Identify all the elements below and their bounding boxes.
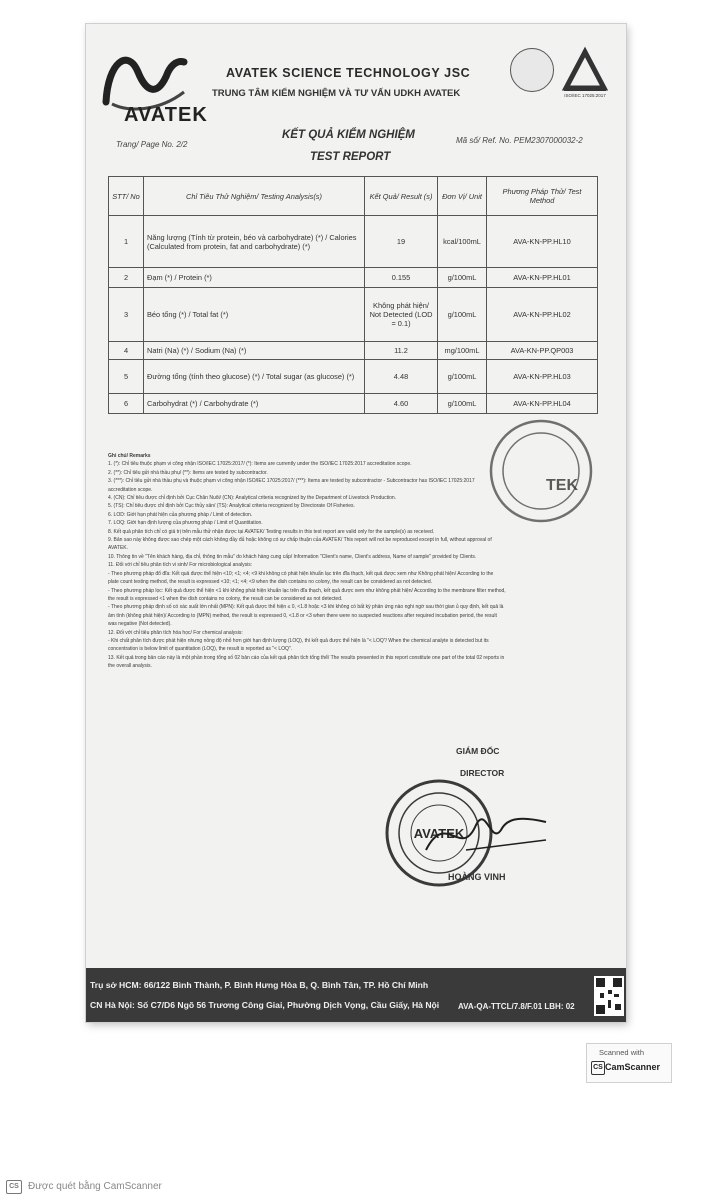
remark-line: concentration is below limit of quantitation (LOQ), the result is reported as "< LOQ". xyxy=(108,646,293,653)
cell-analysis: Năng lượng (Tính từ protein, béo và carbohydrate) (*) / Calories (Calculated from protein, fat and carbohydrate) (*) xyxy=(144,216,365,268)
table-row xyxy=(109,216,598,268)
cell-unit: g/100mL xyxy=(438,360,487,394)
remark-line: AVATEK. xyxy=(108,545,129,552)
test-report-page xyxy=(86,24,626,1022)
results-table xyxy=(108,176,598,414)
remark-line: was negative (Not detected). xyxy=(108,621,172,628)
cell-analysis: Natri (Na) (*) / Sodium (Na) (*) xyxy=(144,342,365,360)
cell-analysis: Carbohydrat (*) / Carbohydrate (*) xyxy=(144,394,365,414)
remark-line: 12. Đối với chỉ tiêu phân tích hóa học/ For chemical analysis: xyxy=(108,629,243,636)
cell-method: AVA-KN-PP.QP003 xyxy=(487,342,598,360)
remark-line: Ghi chú/ Remarks xyxy=(108,453,151,459)
cell-unit: kcal/100mL xyxy=(438,216,487,268)
remark-line: 3. (***): Chỉ tiêu gửi nhà thầu phụ và thuộc phạm vi công nhận ISO/IEC 17025:2017/ (***): Items are tested by subcontractor - Subcontractor has ISO/IEC 17025:2017 xyxy=(108,478,475,485)
remark-line: 11. Đối với chỉ tiêu phân tích vi sinh/ For microbiological analysis: xyxy=(108,562,253,569)
table-row xyxy=(109,288,598,342)
remark-line: the result is expressed <1 when the dish contains no colony, the result can be considered as not detected. xyxy=(108,595,343,602)
cell-analysis: Đạm (*) / Protein (*) xyxy=(144,268,365,288)
remark-line: 6. LOD: Giới hạn phát hiện của phương pháp / Limit of detection. xyxy=(108,511,253,518)
cell-no: 4 xyxy=(109,342,144,360)
cert-label: ISO/IEC 17025:2017 xyxy=(564,93,606,98)
report-title-en: TEST REPORT xyxy=(310,151,391,163)
remark-line: 1. (*): Chỉ tiêu thuộc phạm vi công nhận ISO/IEC 17025:2017/ (*): Items are currently under the ISO/IEC 17025:2017 accreditation scope. xyxy=(108,461,412,468)
form-code: AVA-QA-TTCL/7.8/F.01 LBH: 02 xyxy=(458,1002,575,1011)
cell-result: 4.48 xyxy=(365,360,438,394)
director-name: HOÀNG VINH xyxy=(448,872,506,882)
remark-line: 7. LOQ: Giới hạn định lượng của phương pháp / Limit of Quantitation. xyxy=(108,520,263,527)
center-name: TRUNG TÂM KIỂM NGHIỆM VÀ TƯ VẤN UDKH AVATEK xyxy=(212,88,461,99)
remark-line: 10. Thông tin về "Tên khách hàng, địa chỉ, thông tin mẫu" do khách hàng cung cấp/ Information "Client's name, Client's address, Name of sample" provided by Clients. xyxy=(108,553,477,560)
cell-no: 3 xyxy=(109,288,144,342)
cell-analysis: Béo tổng (*) / Total fat (*) xyxy=(144,288,365,342)
page-number: Trang/ Page No. 2/2 xyxy=(116,140,188,149)
footer-bar xyxy=(86,968,626,1022)
cell-unit: g/100mL xyxy=(438,288,487,342)
remark-line: 2. (**): Chỉ tiêu gửi nhà thầu phụ/ (**): Items are tested by subcontractor. xyxy=(108,469,268,476)
reference-number: Mã số/ Ref. No. PEM2307000032-2 xyxy=(456,136,583,145)
remark-line: accreditation scope. xyxy=(108,486,153,493)
footer-hcm-address: Trụ sở HCM: 66/122 Bình Thành, P. Bình Hưng Hòa B, Q. Bình Tân, TP. Hồ Chí Minh xyxy=(90,980,429,990)
logo-text: AVATEK xyxy=(124,104,208,126)
header-no: STT/ No xyxy=(109,177,144,216)
camscanner-logo-icon: CS xyxy=(591,1061,605,1075)
table-header-row xyxy=(109,177,598,216)
bottom-caption-bar xyxy=(0,1170,727,1200)
remark-line: - Theo phương pháp định số có xác suất lớn nhất (MPN): Kết quả được thể hiện ≤ 0, <1.8 hoặc <3 khi không có bất kỳ phản ứng nào nghi ngờ sau thời gian ủ quy định, kết quả là xyxy=(108,604,504,611)
remark-line: 13. Kết quả trong bản cáo này là một phần trong tổng số 02 bản cáo của kết quả phân tích tổng thể/ The results presented in this report constitute one part of the total 02 reports in xyxy=(108,654,505,661)
remark-line: 4. (CN): Chỉ tiêu được chỉ định bởi Cục Chăn Nuôi/ (CN): Analytical criteria recognized by the Department of Livestock Production. xyxy=(108,495,397,502)
table-row xyxy=(109,268,598,288)
cell-method: AVA-KN-PP.HL02 xyxy=(487,288,598,342)
cell-no: 1 xyxy=(109,216,144,268)
stamp-text: AVATEK xyxy=(413,826,465,841)
svg-text:TEK: TEK xyxy=(546,477,578,494)
cell-result: Không phát hiện/ Not Detected (LOD = 0.1) xyxy=(365,288,438,342)
header-unit: Đơn Vị/ Unit xyxy=(438,177,487,216)
cell-method: AVA-KN-PP.HL10 xyxy=(487,216,598,268)
cell-no: 6 xyxy=(109,394,144,414)
remark-line: 9. Bản sao này không được sao chép một cách không đầy đủ hoặc không có sự chấp thuận của AVATEK/ This report will not be reproduced except in full, without approval of xyxy=(108,537,492,544)
footer-hn-address: CN Hà Nội: Số C7/D6 Ngõ 56 Trương Công Giai, Phường Dịch Vọng, Cầu Giấy, Hà Nội xyxy=(90,1000,440,1010)
remark-line: 5. (TS): Chỉ tiêu được chỉ định bởi Cục thủy sản/ (TS): Analytical criteria recognized by Directorate Of Fisheries. xyxy=(108,503,355,510)
remark-line: the overall analysis. xyxy=(108,663,152,670)
table-row xyxy=(109,394,598,414)
remark-line: plate count testing method, the result is expressed <10; <1; <4; <9 when the dish contains no colony, the result can be considered as not detected. xyxy=(108,579,433,586)
cell-unit: mg/100mL xyxy=(438,342,487,360)
scanned-with-label: Scanned with xyxy=(599,1048,645,1057)
director-title-en: DIRECTOR xyxy=(460,768,505,778)
cell-unit: g/100mL xyxy=(438,268,487,288)
remark-line: - Khi chất phân tích được phát hiện nhưng nồng độ nhỏ hơn giới hạn định lượng (LOQ), thì kết quả được thể hiện là "< LOQ"/ When the chemical analyte is detected but its xyxy=(108,637,489,644)
director-title-vi: GIÁM ĐỐC xyxy=(456,746,500,756)
signature-icon xyxy=(406,800,556,870)
camscanner-watermark xyxy=(586,1043,672,1083)
table-row xyxy=(109,360,598,394)
remark-line: - Theo phương pháp đổ đĩa: Kết quả được thể hiện <10; <1; <4; <9 khi không có phát hiện khuẩn lạc trên đĩa thạch, kết quả được xem như Không phát hiện/ According to the xyxy=(108,570,494,577)
scanned-by-caption: Được quét bằng CamScanner xyxy=(28,1181,162,1192)
cell-result: 4.60 xyxy=(365,394,438,414)
table-row xyxy=(109,342,598,360)
cell-method: AVA-KN-PP.HL01 xyxy=(487,268,598,288)
company-name: AVATEK SCIENCE TECHNOLOGY JSC xyxy=(226,66,471,80)
header-result: Kết Quả/ Result (s) xyxy=(365,177,438,216)
cell-result: 11.2 xyxy=(365,342,438,360)
cell-method: AVA-KN-PP.HL04 xyxy=(487,394,598,414)
remark-line: âm tính (không phát hiện)/ According to (MPN) method, the result is expressed 0, <1.8 or <3 when there were no suspected reactions after required incubation period, the result xyxy=(108,612,497,619)
accreditation-seal-icon xyxy=(510,48,554,92)
cell-no: 5 xyxy=(109,360,144,394)
cell-result: 19 xyxy=(365,216,438,268)
cell-result: 0.155 xyxy=(365,268,438,288)
cell-method: AVA-KN-PP.HL03 xyxy=(487,360,598,394)
cell-analysis: Đường tổng (tính theo glucose) (*) / Total sugar (as glucose) (*) xyxy=(144,360,365,394)
vilas-accreditation-logo-icon xyxy=(560,46,610,98)
remark-line: 8. Kết quả phân tích chỉ có giá trị trên mẫu thử nhận được tại AVATEK/ Testing results in this test report are valid only for the sample(s) as received. xyxy=(108,528,435,535)
camscanner-brand: CamScanner xyxy=(605,1062,661,1072)
report-title-vi: KẾT QUẢ KIỂM NGHIỆM xyxy=(282,129,415,141)
cell-unit: g/100mL xyxy=(438,394,487,414)
cell-no: 2 xyxy=(109,268,144,288)
header-analysis: Chỉ Tiêu Thử Nghiệm/ Testing Analysis(s) xyxy=(144,177,365,216)
camscanner-small-icon: CS xyxy=(6,1180,22,1194)
remark-line: - Theo phương pháp lọc: Kết quả được thể hiện <1 khi không phát hiện khuẩn lạc trên đĩa thạch, kết quả được xem như không phát hiện/ According to the membrane filter method, xyxy=(108,587,506,594)
remarks xyxy=(108,452,598,671)
header-method: Phương Pháp Thử/ Test Method xyxy=(487,177,598,216)
qr-code-icon xyxy=(594,976,624,1016)
